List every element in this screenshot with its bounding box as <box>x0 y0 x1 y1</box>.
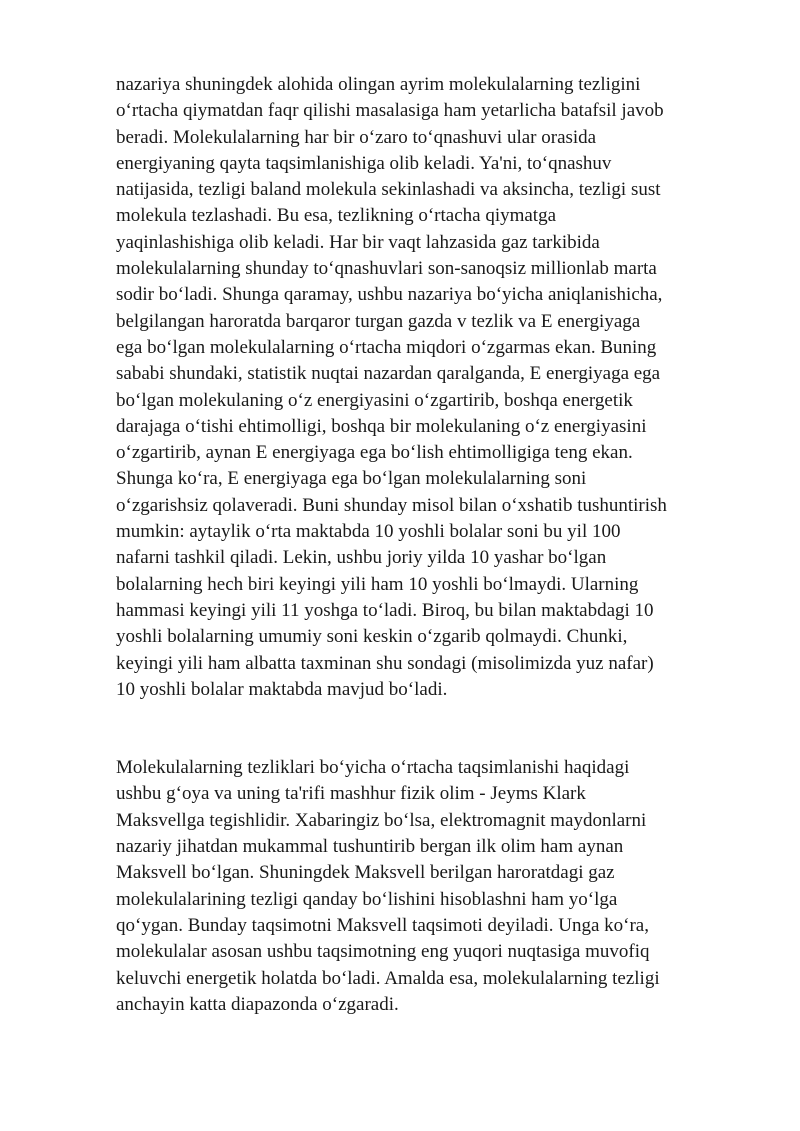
text-line: o‘zgartirib, aynan E energiyaga ega bo‘lish ehtimolligiga teng ekan. <box>116 442 633 464</box>
text-line: sodir bo‘ladi. Shunga qaramay, ushbu nazariya bo‘yicha aniqlanishicha, <box>116 284 663 306</box>
paragraph-1 <box>116 72 756 703</box>
text-line: keluvchi energetik holatda bo‘ladi. Amalda esa, molekulalarning tezligi <box>116 967 660 989</box>
text-line: natijasida, tezligi baland molekula sekinlashadi va aksincha, tezligi sust <box>116 179 661 201</box>
text-line: nafarni tashkil qiladi. Lekin, ushbu joriy yilda 10 yashar bo‘lgan <box>116 547 607 569</box>
text-line: nazariy jihatdan mukammal tushuntirib bergan ilk olim ham aynan <box>116 836 624 858</box>
text-line: nazariya shuningdek alohida olingan ayrim molekulalarning tezligini <box>116 74 641 95</box>
text-line: sababi shundaki, statistik nuqtai nazardan qaralganda, E energiyaga ega <box>116 363 661 385</box>
text-line: 10 yoshli bolalar maktabda mavjud bo‘ladi. <box>116 678 448 700</box>
text-line: mumkin: aytaylik o‘rta maktabda 10 yoshli bolalar soni bu yil 100 <box>116 521 621 543</box>
text-line: ega bo‘lgan molekulalarning o‘rtacha miqdori o‘zgarmas ekan. Buning <box>116 336 657 358</box>
text-line: molekula tezlashadi. Bu esa, tezlikning o‘rtacha qiymatga <box>116 205 557 227</box>
text-line: molekulalarning shunday to‘qnashuvlari son-sanoqsiz millionlab marta <box>116 258 657 280</box>
text-line: belgilangan haroratda barqaror turgan gazda v tezlik va E energiyaga <box>116 310 641 332</box>
text-line: ushbu g‘oya va uning ta'rifi mashhur fizik olim - Jeyms Klark <box>116 783 586 805</box>
text-line: molekulalarining tezligi qanday bo‘lishini hisoblashni ham yo‘lga <box>116 888 618 910</box>
text-line: bo‘lgan molekulaning o‘z energiyasini o‘zgartirib, boshqa energetik <box>116 389 633 411</box>
text-line: hammasi keyingi yili 11 yoshga to‘ladi. Biroq, bu bilan maktabdagi 10 <box>116 599 654 621</box>
text-line: molekulalar asosan ushbu taqsimotning eng yuqori nuqtasiga muvofiq <box>116 941 650 963</box>
text-line: energiyaning qayta taqsimlanishiga olib keladi. Ya'ni, to‘qnashuv <box>116 152 612 174</box>
document-page <box>116 72 756 1018</box>
text-line: o‘rtacha qiymatdan faqr qilishi masalasiga ham yetarlicha batafsil javob <box>116 100 664 122</box>
text-line: Molekulalarning tezliklari bo‘yicha o‘rtacha taqsimlanishi haqidagi <box>116 757 630 779</box>
paragraph-2 <box>116 755 756 1018</box>
text-line: Maksvellga tegishlidir. Xabaringiz bo‘lsa, elektromagnit maydonlarni <box>116 809 647 831</box>
text-line: darajaga o‘tishi ehtimolligi, boshqa bir molekulaning o‘z energiyasini <box>116 415 647 437</box>
text-line: bolalarning hech biri keyingi yili ham 10 yoshli bo‘lmaydi. Ularning <box>116 573 639 595</box>
text-line: yoshli bolalarning umumiy soni keskin o‘zgarib qolmaydi. Chunki, <box>116 626 628 648</box>
text-line: qo‘ygan. Bunday taqsimotni Maksvell taqsimoti deyiladi. Unga ko‘ra, <box>116 914 649 936</box>
text-line: beradi. Molekulalarning har bir o‘zaro to‘qnashuvi ular orasida <box>116 126 597 148</box>
text-line: anchayin katta diapazonda o‘zgaradi. <box>116 993 399 1015</box>
text-line: o‘zgarishsiz qolaveradi. Buni shunday misol bilan o‘xshatib tushuntirish <box>116 494 667 516</box>
text-line: yaqinlashishiga olib keladi. Har bir vaqt lahzasida gaz tarkibida <box>116 231 600 253</box>
text-line: keyingi yili ham albatta taxminan shu sondagi (misolimizda yuz nafar) <box>116 652 654 674</box>
text-line: Shunga ko‘ra, E energiyaga ega bo‘lgan molekulalarning soni <box>116 468 587 490</box>
text-line: Maksvell bo‘lgan. Shuningdek Maksvell berilgan haroratdagi gaz <box>116 862 615 884</box>
